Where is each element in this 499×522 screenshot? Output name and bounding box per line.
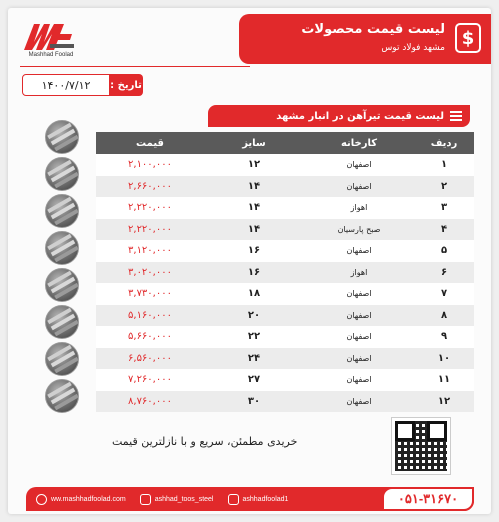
row-price: ۳,۰۲۰,۰۰۰ xyxy=(128,266,172,278)
product-image xyxy=(45,342,79,376)
logo-caption: Mashhad Foolad xyxy=(28,52,74,58)
table-row xyxy=(96,326,474,348)
section-banner xyxy=(208,105,470,127)
row-factory: اصفهان xyxy=(346,332,372,342)
product-image xyxy=(45,120,79,154)
row-size: ۱۲ xyxy=(247,159,261,171)
row-factory: اصفهان xyxy=(346,375,372,385)
globe-icon xyxy=(36,494,47,505)
website-text: ww.mashhadfoolad.com xyxy=(51,495,126,503)
product-image xyxy=(45,157,79,191)
table-row xyxy=(96,197,474,219)
header-banner xyxy=(239,14,491,64)
slogan: خریدی مطمئن، سریع و با نازلترین قیمت xyxy=(112,435,298,448)
table-header xyxy=(96,132,474,154)
telegram-text: ashhadfoolad1 xyxy=(242,495,289,503)
table-row xyxy=(96,262,474,284)
footer-website[interactable] xyxy=(36,494,126,505)
row-price: ۲,۲۲۰,۰۰۰ xyxy=(128,223,172,235)
row-radif: ۳ xyxy=(440,202,448,214)
table-row xyxy=(96,391,474,413)
table-row xyxy=(96,154,474,176)
price-list-card xyxy=(8,8,491,514)
row-size: ۱۴ xyxy=(247,180,261,192)
row-price: ۸,۷۶۰,۰۰۰ xyxy=(128,395,172,407)
row-radif: ۱۱ xyxy=(437,374,451,386)
row-price: ۶,۵۶۰,۰۰۰ xyxy=(128,352,172,364)
row-size: ۱۶ xyxy=(247,266,261,278)
footer-telegram[interactable] xyxy=(228,494,289,505)
row-price: ۵,۱۶۰,۰۰۰ xyxy=(128,309,172,321)
table-body xyxy=(96,154,474,412)
table-row xyxy=(96,176,474,198)
row-factory: اصفهان xyxy=(346,289,372,299)
row-factory: اصفهان xyxy=(346,396,372,406)
header-factory: کارخانه xyxy=(340,137,378,149)
dollar-icon: $ xyxy=(455,23,481,53)
price-table xyxy=(96,132,474,412)
row-radif: ۸ xyxy=(440,309,448,321)
row-factory: اصفهان xyxy=(346,181,372,191)
row-factory: اهواز xyxy=(350,203,368,213)
section-title: لیست قیمت تیرآهن در انبار مشهد xyxy=(276,110,444,122)
row-factory: اصفهان xyxy=(346,353,372,363)
list-icon xyxy=(450,111,462,121)
row-size: ۳۰ xyxy=(247,395,261,407)
row-factory: اهواز xyxy=(350,267,368,277)
row-size: ۱۸ xyxy=(247,288,261,300)
row-size: ۲۲ xyxy=(247,331,261,343)
product-image xyxy=(45,194,79,228)
row-radif: ۹ xyxy=(440,331,448,343)
row-price: ۵,۶۶۰,۰۰۰ xyxy=(128,331,172,343)
date-label: تاریخ : xyxy=(109,74,143,96)
footer-instagram[interactable] xyxy=(140,494,214,505)
row-radif: ۱۰ xyxy=(437,352,451,364)
row-size: ۲۴ xyxy=(247,352,261,364)
phone-number[interactable]: ۰۵۱-۳۱۶۷۰ xyxy=(382,487,474,511)
row-radif: ۴ xyxy=(440,223,448,235)
page-title: لیست قیمت محصولات xyxy=(301,22,445,37)
header-divider xyxy=(20,66,250,67)
product-image xyxy=(45,305,79,339)
product-thumbnails xyxy=(42,120,86,416)
product-image xyxy=(45,268,79,302)
row-size: ۱۴ xyxy=(247,202,261,214)
table-row xyxy=(96,240,474,262)
instagram-icon xyxy=(140,494,151,505)
row-radif: ۵ xyxy=(440,245,448,257)
row-radif: ۷ xyxy=(440,288,448,300)
row-price: ۳,۷۳۰,۰۰۰ xyxy=(128,288,172,300)
row-factory: اصفهان xyxy=(346,246,372,256)
row-size: ۲۰ xyxy=(247,309,261,321)
page-subtitle: مشهد فولاد توس xyxy=(381,43,445,53)
row-price: ۳,۱۲۰,۰۰۰ xyxy=(128,245,172,257)
header-price: قیمت xyxy=(136,137,164,149)
row-factory: اصفهان xyxy=(346,160,372,170)
header-radif: ردیف xyxy=(430,137,458,149)
date-value: ۱۴۰۰/۷/۱۲ xyxy=(22,74,110,96)
row-price: ۷,۲۶۰,۰۰۰ xyxy=(128,374,172,386)
row-size: ۲۷ xyxy=(247,374,261,386)
row-factory: اصفهان xyxy=(346,310,372,320)
table-row xyxy=(96,305,474,327)
row-radif: ۶ xyxy=(440,266,448,278)
row-price: ۲,۱۰۰,۰۰۰ xyxy=(128,159,172,171)
row-price: ۲,۲۲۰,۰۰۰ xyxy=(128,202,172,214)
table-row xyxy=(96,219,474,241)
row-radif: ۱۲ xyxy=(437,395,451,407)
table-row xyxy=(96,369,474,391)
instagram-text: ashhad_toos_steel xyxy=(154,495,214,503)
row-radif: ۱ xyxy=(440,159,448,171)
header-size: سایز xyxy=(242,137,266,149)
table-row xyxy=(96,348,474,370)
product-image xyxy=(45,379,79,413)
footer-bar xyxy=(26,487,474,511)
product-image xyxy=(45,231,79,265)
row-size: ۱۶ xyxy=(247,245,261,257)
row-size: ۱۴ xyxy=(247,223,261,235)
qr-code[interactable] xyxy=(392,418,450,474)
row-factory: صبح پارسیان xyxy=(337,224,381,234)
telegram-icon xyxy=(228,494,239,505)
row-radif: ۲ xyxy=(440,180,448,192)
table-row xyxy=(96,283,474,305)
row-price: ۲,۶۶۰,۰۰۰ xyxy=(128,180,172,192)
